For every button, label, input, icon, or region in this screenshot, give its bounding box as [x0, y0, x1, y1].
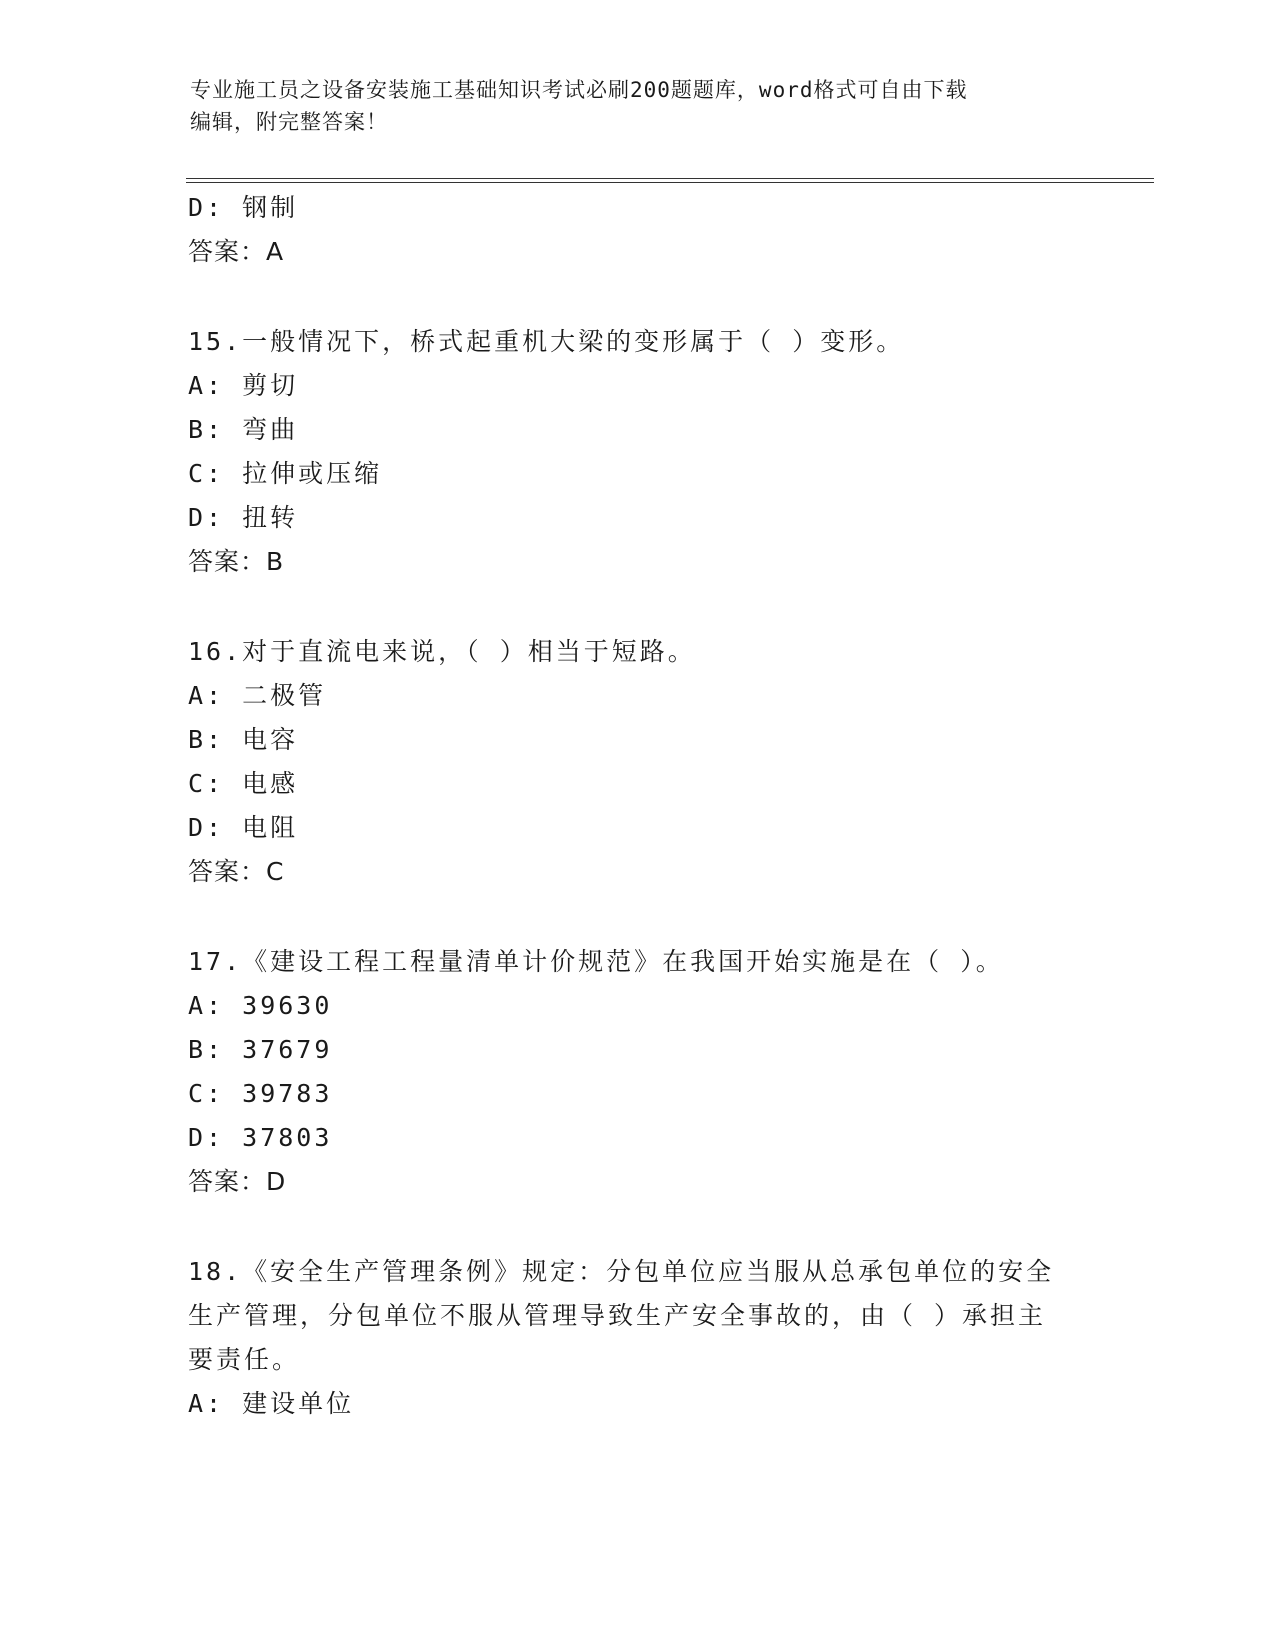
q16-option-c: C: 电感 [188, 769, 299, 798]
q15-option-d: D: 扭转 [188, 503, 299, 532]
header-title-line-1: 专业施工员之设备安装施工基础知识考试必刷200题题库，word格式可自由下载 [190, 78, 968, 102]
q15-question: 15.一般情况下，桥式起重机大梁的变形属于（ ）变形。 [188, 327, 905, 356]
q16-option-b: B: 电容 [188, 725, 299, 754]
q15-option-c: C: 拉伸或压缩 [188, 459, 383, 488]
header-title-line-2: 编辑，附完整答案！ [190, 110, 388, 134]
q15-answer: 答案：B [188, 547, 285, 576]
document-header [190, 74, 1090, 138]
q17-option-a: A: 39630 [188, 991, 333, 1020]
q17-option-c: C: 39783 [188, 1079, 333, 1108]
q16-answer: 答案：C [188, 857, 285, 886]
q14-option-d: D: 钢制 [188, 193, 299, 222]
q16-question: 16.对于直流电来说，（ ）相当于短路。 [188, 637, 696, 666]
q17-option-d: D: 37803 [188, 1123, 333, 1152]
q18-question-line-3: 要责任。 [188, 1345, 301, 1374]
q16-option-d: D: 电阻 [188, 813, 299, 842]
q15-option-a: A: 剪切 [188, 371, 299, 400]
q16-option-a: A: 二极管 [188, 681, 327, 710]
q18-option-a: A: 建设单位 [188, 1389, 355, 1418]
q18-question-line-2: 生产管理，分包单位不服从管理导致生产安全事故的，由（ ）承担主 [188, 1301, 1047, 1330]
q17-option-b: B: 37679 [188, 1035, 333, 1064]
header-divider-top [186, 178, 1154, 179]
q15-option-b: B: 弯曲 [188, 415, 299, 444]
q17-answer: 答案：D [188, 1167, 287, 1196]
header-divider-bottom [186, 182, 1154, 183]
q18-question-line-1: 18.《安全生产管理条例》规定：分包单位应当服从总承包单位的安全 [188, 1257, 1055, 1286]
q17-question: 17.《建设工程工程量清单计价规范》在我国开始实施是在（ ）。 [188, 947, 1004, 976]
q14-answer: 答案：A [188, 237, 285, 266]
